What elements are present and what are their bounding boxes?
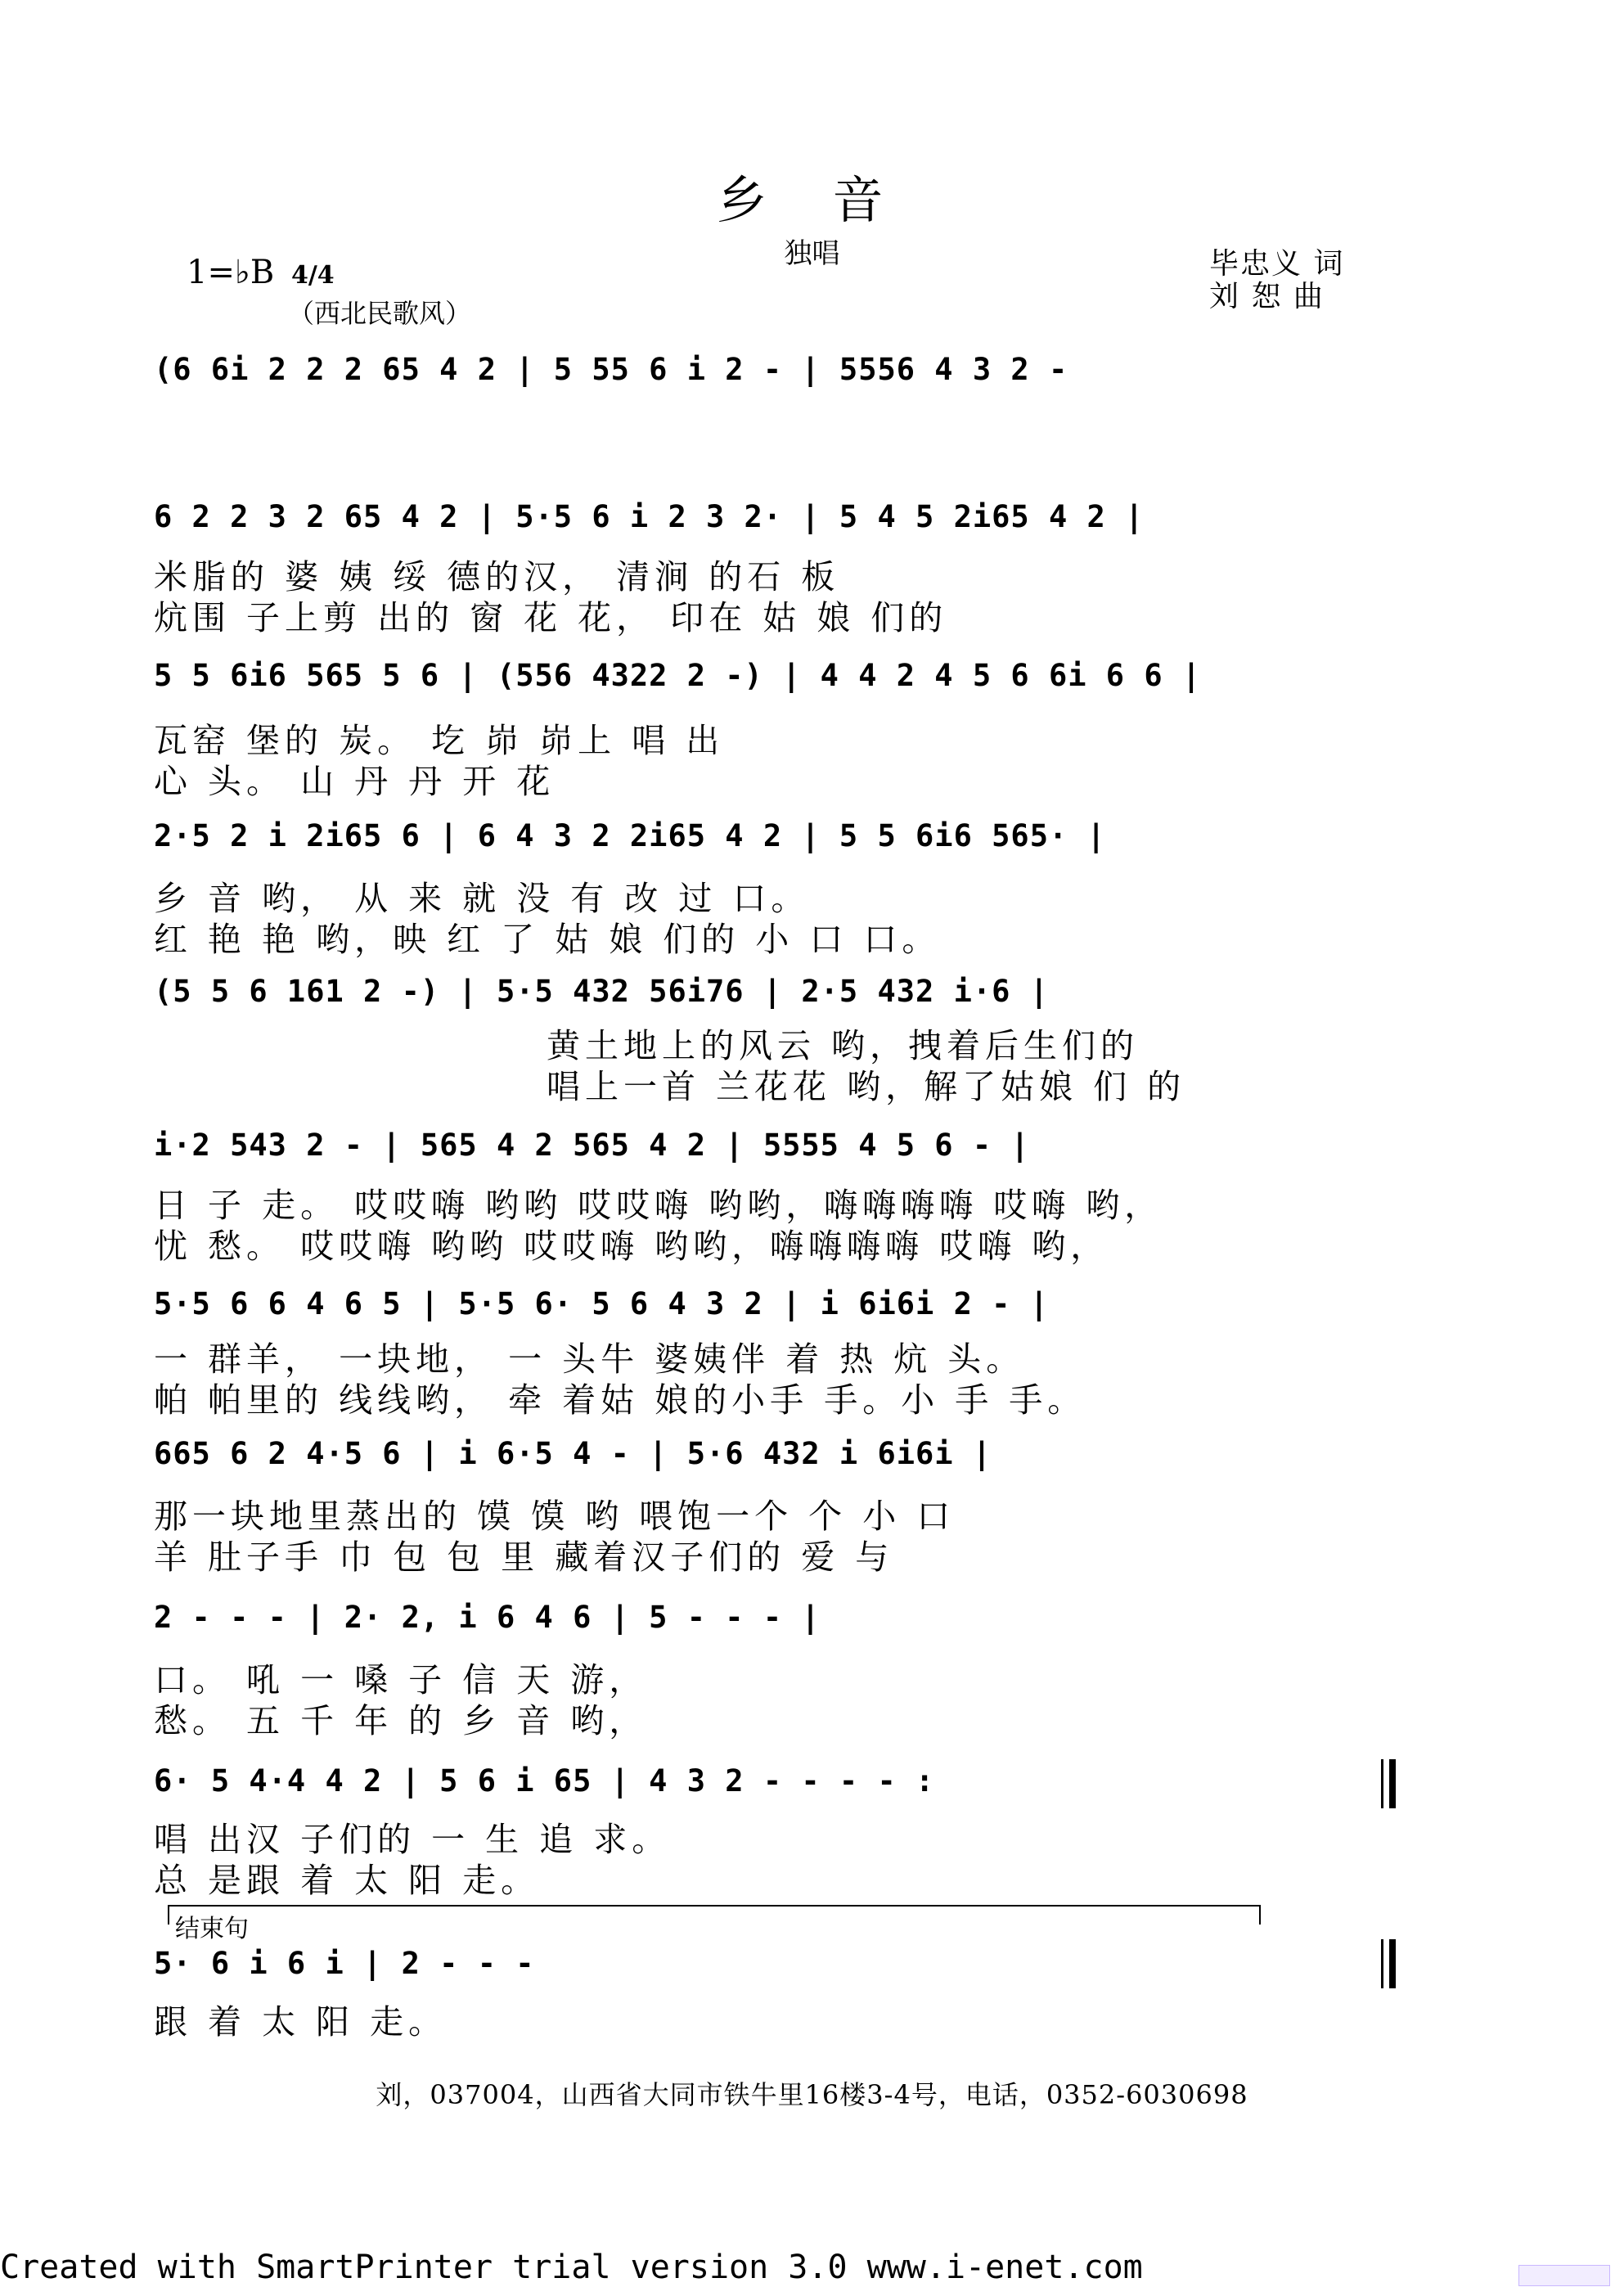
system-8-lyrics-1: 那一块地里蒸出的 馍 馍 哟 喂饱一个 个 小 口 [154,1497,956,1536]
system-1-notes: (6 6i 2 2 2 65 4 2 | 5 55 6 i 2 - | 5556 4 3 2 - [154,352,1068,387]
system-2-notes: 6 2 2 3 2 65 4 2 | 5·5 6 i 2 3 2· | 5 4 5 2i65 4 2 | [154,499,1145,534]
system-5-lyrics-1: 黄土地上的风云 哟，拽着后生们的 [547,1026,1140,1065]
system-6-lyrics-1: 日 子 走。 哎哎嗨 哟哟 哎哎嗨 哟哟，嗨嗨嗨嗨 哎嗨 哟， [154,1186,1163,1225]
key-label: 1=♭B [187,254,275,291]
system-6-notes: i·2 543 2 - | 565 4 2 565 4 2 | 5555 4 5 6 - | [154,1128,1030,1163]
final-barline-thick [1389,1939,1396,1988]
site-logo-icon [1518,2265,1610,2286]
song-subtitle: 独唱 [784,237,840,270]
song-title: 乡 音 [716,170,908,230]
system-3-notes: 5 5 6i6 565 5 6 | (556 4322 2 -) | 4 4 2 4 5 6 6i 6 6 | [154,658,1202,693]
system-6-lyrics-2: 忧 愁。 哎哎嗨 哟哟 哎哎嗨 哟哟，嗨嗨嗨嗨 哎嗨 哟， [154,1227,1109,1266]
coda-bracket [168,1905,1261,1925]
system-4-lyrics-2: 红 艳 艳 哟，映 红 了 姑 娘 们的 小 口 口。 [154,920,941,959]
system-9-lyrics-2: 愁。 五 千 年 的 乡 音 哟， [154,1701,648,1740]
system-11-notes: 5· 6 i 6 i | 2 - - - [154,1946,535,1981]
system-10-lyrics-2: 总 是跟 着 太 阳 走。 [154,1861,540,1900]
system-4-notes: 2·5 2 i 2i65 6 | 6 4 3 2 2i65 4 2 | 5 5 6i6 565· | [154,818,1106,853]
style-note: （西北民歌风） [288,298,472,329]
system-7-lyrics-2: 帕 帕里的 线线哟， 牵 着姑 娘的小手 手。小 手 手。 [154,1380,1086,1420]
coda-label: 结束句 [175,1915,249,1943]
time-signature: 4/4 [290,261,335,290]
system-3-lyrics-2: 心 头。 山 丹 丹 开 花 [154,762,556,801]
system-5-lyrics-2: 唱上一首 兰花花 哟，解了姑娘 们 的 [547,1067,1186,1106]
system-9-notes: 2 - - - | 2· 2, i 6 4 6 | 5 - - - | [154,1600,821,1635]
system-11-lyrics-1: 跟 着 太 阳 走。 [154,2002,448,2042]
system-10-notes: 6· 5 4·4 4 2 | 5 6 i 65 | 4 3 2 - - - - : [154,1763,935,1799]
system-5-notes: (5 5 6 161 2 -) | 5·5 432 56i76 | 2·5 432 i·6 | [154,974,1049,1009]
composer-credit: 刘 恕 曲 [1209,280,1325,313]
system-3-lyrics-1: 瓦窑 堡的 炭。 圪 峁 峁上 唱 出 [154,721,725,760]
repeat-barline-thin [1381,1759,1383,1808]
system-7-notes: 5·5 6 6 4 6 5 | 5·5 6· 5 6 4 3 2 | i 6i6i 2 - | [154,1286,1049,1321]
trial-watermark: Created with SmartPrinter trial version 3.0 www.i-enet.com [0,2249,1143,2286]
system-8-lyrics-2: 羊 肚子手 巾 包 包 里 藏着汉子们的 爱 与 [154,1537,894,1577]
system-2-lyrics-1: 米脂的 婆 姨 绥 德的汉， 清涧 的石 板 [154,557,840,597]
system-2-lyrics-2: 炕围 子上剪 出的 窗 花 花， 印在 姑 娘 们的 [154,598,948,637]
lyricist-credit: 毕忠义 词 [1209,247,1345,281]
system-8-notes: 665 6 2 4·5 6 | i 6·5 4 - | 5·6 432 i 6i6i | [154,1436,992,1471]
system-9-lyrics-1: 口。 吼 一 嗓 子 信 天 游， [154,1660,648,1699]
system-4-lyrics-1: 乡 音 哟， 从 来 就 没 有 改 过 口。 [154,879,810,918]
system-10-lyrics-1: 唱 出汉 子们的 一 生 追 求。 [154,1820,671,1859]
contact-address: 刘，037004，山西省大同市铁牛里16楼3-4号，电话，0352-6030698 [376,2079,1248,2110]
system-7-lyrics-1: 一 群羊， 一块地， 一 头牛 婆姨伴 着 热 炕 头。 [154,1339,1025,1379]
final-barline-thin [1381,1939,1383,1988]
key-signature [187,254,335,291]
repeat-barline-thick [1389,1759,1396,1808]
